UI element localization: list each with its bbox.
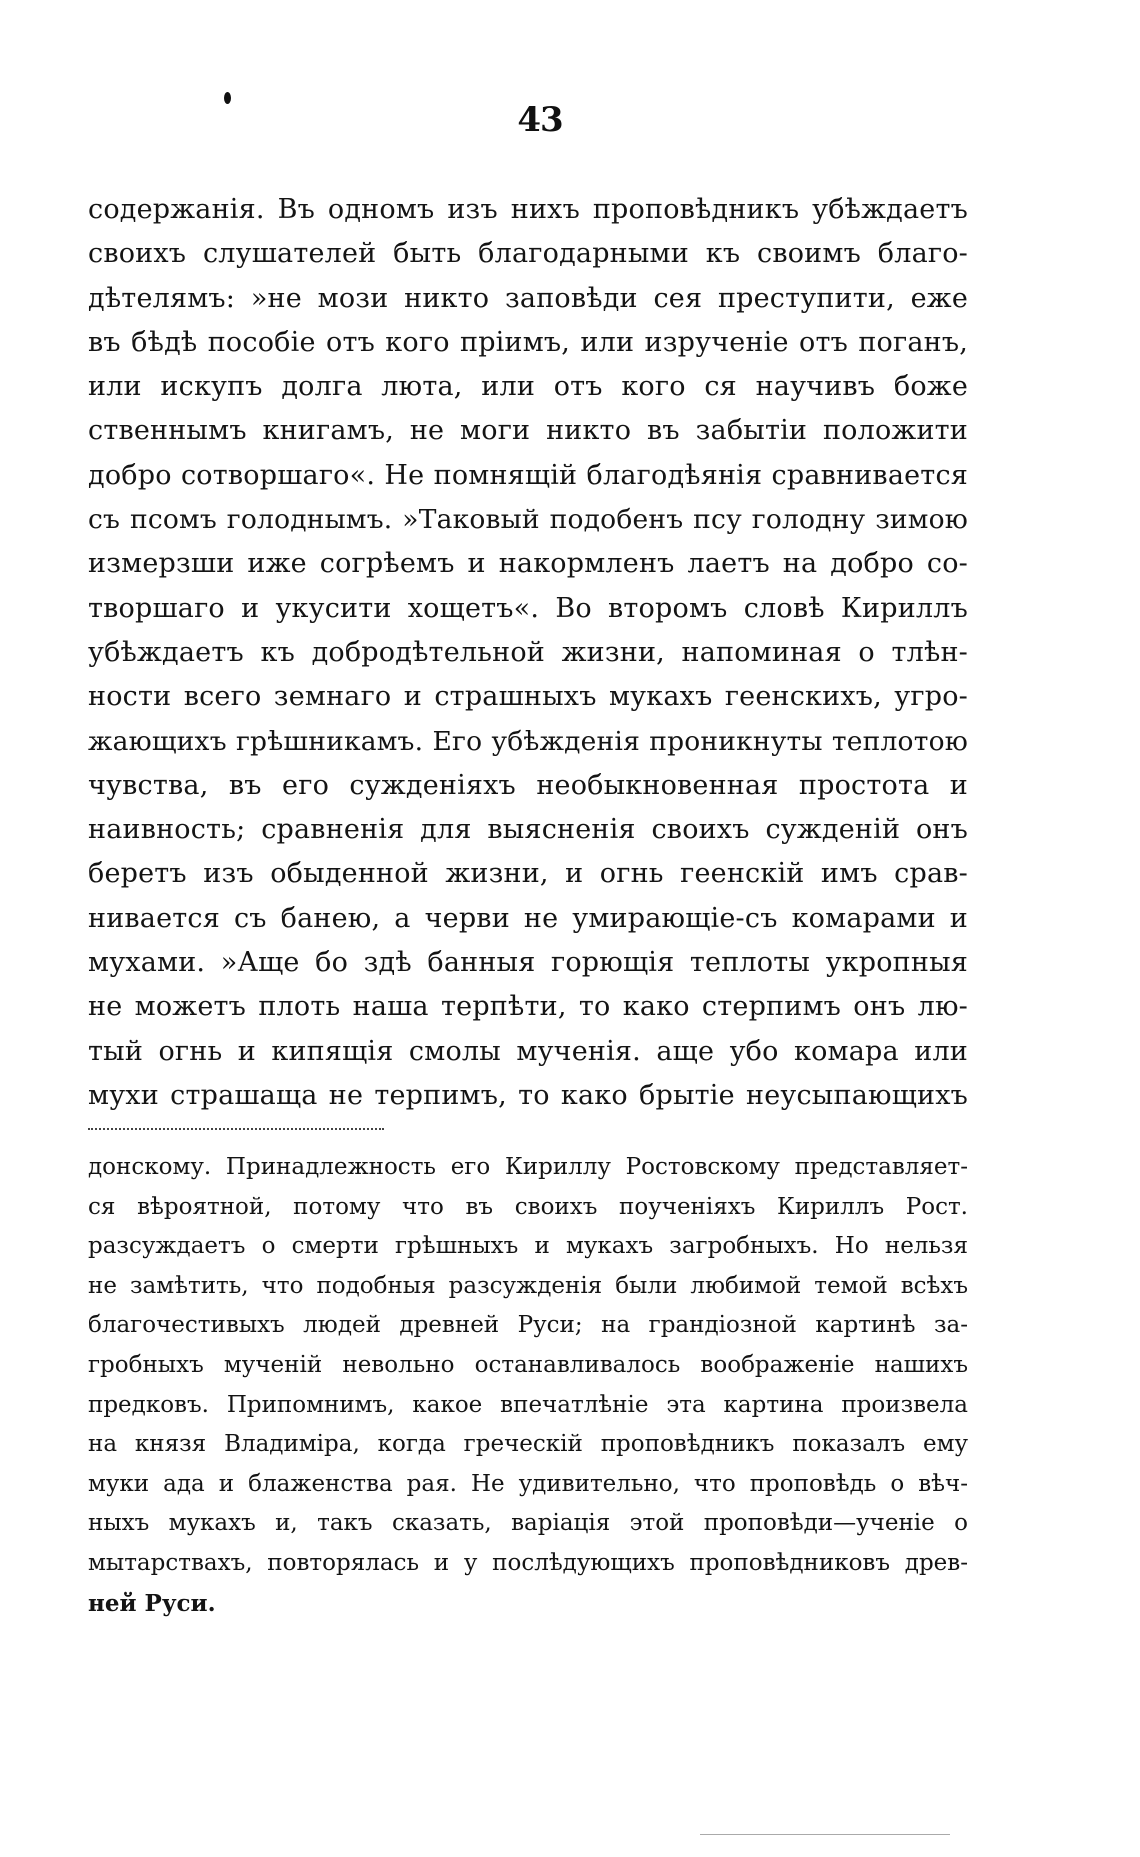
footnote-separator (88, 1128, 384, 1130)
main-text-line: или искупъ долга люта, или отъ кого ся научивъ боже (88, 371, 968, 403)
main-text-line: не можетъ плоть наша терпѣти, то како стерпимъ онъ лю- (88, 991, 968, 1023)
footnote-line: гробныхъ мученій невольно останавливалось воображеніе нашихъ (88, 1351, 968, 1378)
main-text-line: нивается съ банею, а черви не умирающіе-съ комарами и (88, 902, 968, 934)
main-text-line: ственнымъ книгамъ, не моги никто въ забытіи положити (88, 415, 968, 447)
main-text-line: жающихъ грѣшникамъ. Его убѣжденія проникнуты теплотою (88, 725, 968, 757)
footnote-line: ныхъ мукахъ и, такъ сказать, варіація этой проповѣди—ученіе о (88, 1510, 968, 1537)
main-text-line: наивность; сравненія для выясненія своихъ сужденій онъ (88, 814, 968, 846)
footnote-block (88, 1148, 968, 1623)
main-text-line: беретъ изъ обыденной жизни, и огнь геенскій имъ срав- (88, 858, 968, 890)
main-text-line: добро сотворшаго«. Не помнящій благодѣянія сравнивается (88, 459, 968, 491)
footnote-line: ней Руси. (88, 1589, 216, 1617)
main-text-line: мухи страшаща не терпимъ, то како брытіе неусыпающихъ (88, 1079, 968, 1111)
footnote-line: на князя Владиміра, когда греческій проповѣдникъ показалъ ему (88, 1431, 968, 1458)
main-text-line: тый огнь и кипящія смолы мученія. аще убо комара или (88, 1035, 968, 1067)
footnote-line: предковъ. Припомнимъ, какое впечатлѣніе эта картина произвела (88, 1391, 968, 1418)
main-text-line: мухами. »Аще бо здѣ банныя горющія теплоты укропныя (88, 947, 968, 979)
footnote-line: не замѣтить, что подобныя разсужденія были любимой темой всѣхъ (88, 1272, 968, 1299)
main-text-line: ности всего земнаго и страшныхъ мукахъ геенскихъ, угро- (88, 681, 968, 713)
main-text-line: убѣждаетъ къ добродѣтельной жизни, напоминая о тлѣн- (88, 636, 968, 668)
footnote-line: ся вѣроятной, потому что въ своихъ поученіяхъ Кириллъ Рост. (88, 1193, 968, 1220)
footnote-line: благочестивыхъ людей древней Руси; на грандіозной картинѣ за- (88, 1312, 968, 1339)
footnote-line: донскому. Принадлежность его Кириллу Ростовскому представляет- (88, 1154, 968, 1180)
footnote-line: мытарствахъ, повторялась и у послѣдующихъ проповѣдниковъ древ- (88, 1549, 968, 1576)
main-text-line: чувства, въ его сужденіяхъ необыкновенная простота и (88, 769, 968, 801)
footnote-line: разсуждаетъ о смерти грѣшныхъ и мукахъ загробныхъ. Но нельзя (88, 1233, 968, 1260)
main-text-line: въ бѣдѣ пособіе отъ кого пріимъ, или изрученіе отъ поганъ, (88, 326, 968, 358)
main-text-line: дѣтелямъ: »не мози никто заповѣди сея преступити, еже (88, 282, 968, 314)
ink-speck (224, 92, 231, 104)
bottom-rule (700, 1834, 950, 1835)
footnote-line: муки ада и блаженства рая. Не удивительно, что проповѣдь о вѣч- (88, 1470, 968, 1497)
main-text-line: измерзши иже согрѣемъ и накормленъ лаетъ на добро со- (88, 548, 968, 580)
page-number: 43 (517, 100, 563, 140)
main-text-line: съ псомъ голоднымъ. »Таковый подобенъ псу голодну зимою (88, 504, 968, 536)
main-text-block (88, 188, 968, 1118)
main-text-line: своихъ слушателей быть благодарными къ своимъ благо- (88, 238, 968, 270)
main-text-line: творшаго и укусити хощетъ«. Во второмъ словѣ Кириллъ (88, 592, 968, 624)
main-text-line: содержанія. Въ одномъ изъ нихъ проповѣдникъ убѣждаетъ (88, 194, 968, 225)
